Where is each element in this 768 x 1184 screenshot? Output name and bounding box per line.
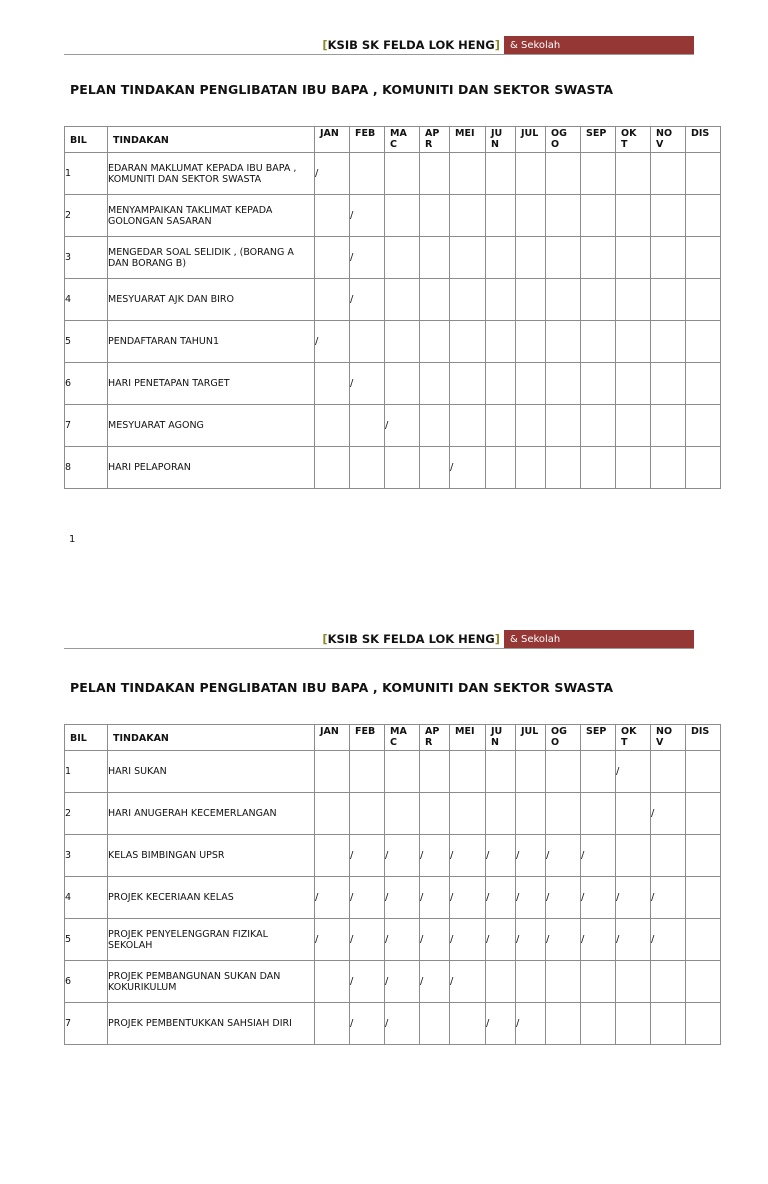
month-mark-cell [450,195,486,237]
table-row [65,961,721,1003]
month-mark-cell [581,447,616,489]
month-mark-cell [385,237,420,279]
month-mark-cell [486,447,516,489]
action-description: HARI ANUGERAH KECEMERLANGAN [108,793,315,835]
header-school-name: [KSIB SK FELDA LOK HENG] [322,632,500,646]
action-description: MESYUARAT AJK DAN BIRO [108,279,315,321]
month-mark-cell [450,153,486,195]
month-mark-cell: / [581,877,616,919]
month-mark-cell [450,321,486,363]
month-mark-cell [385,279,420,321]
month-mark-cell [616,321,651,363]
row-number: 4 [65,279,108,321]
column-header-month: JUL [516,725,546,751]
month-mark-cell [651,751,686,793]
month-mark-cell: / [516,835,546,877]
month-mark-cell [581,961,616,1003]
month-mark-cell [616,447,651,489]
column-header-month: JU N [486,725,516,751]
month-mark-cell: / [450,877,486,919]
month-mark-cell: / [350,279,385,321]
month-mark-cell: / [616,751,651,793]
action-description: HARI PENETAPAN TARGET [108,363,315,405]
column-header-month: MEI [450,725,486,751]
month-mark-cell [350,405,385,447]
column-header-month: MA C [385,725,420,751]
table-row [65,237,721,279]
month-mark-cell: / [651,919,686,961]
month-mark-cell: / [486,1003,516,1045]
month-mark-cell [686,447,721,489]
table-row [65,447,721,489]
month-mark-cell [486,237,516,279]
month-mark-cell [516,405,546,447]
month-mark-cell: / [385,405,420,447]
header-tag: & Sekolah [504,630,694,649]
month-mark-cell [350,447,385,489]
month-mark-cell: / [350,195,385,237]
column-header-month: JUL [516,127,546,153]
month-mark-cell [486,279,516,321]
month-mark-cell [350,321,385,363]
month-mark-cell: / [315,919,350,961]
month-mark-cell [315,237,350,279]
month-mark-cell [350,793,385,835]
month-mark-cell [420,447,450,489]
month-mark-cell [385,321,420,363]
month-mark-cell [581,751,616,793]
month-mark-cell [420,279,450,321]
month-mark-cell [486,195,516,237]
month-mark-cell [315,751,350,793]
month-mark-cell: / [486,835,516,877]
month-mark-cell [315,447,350,489]
month-mark-cell: / [385,961,420,1003]
month-mark-cell: / [420,919,450,961]
month-mark-cell [315,195,350,237]
month-mark-cell: / [350,877,385,919]
month-mark-cell [686,793,721,835]
month-mark-cell: / [581,919,616,961]
month-mark-cell [350,153,385,195]
table-row [65,793,721,835]
row-number: 8 [65,447,108,489]
month-mark-cell [651,279,686,321]
month-mark-cell: / [516,919,546,961]
action-description: KELAS BIMBINGAN UPSR [108,835,315,877]
column-header-month: NO V [651,127,686,153]
month-mark-cell: / [651,793,686,835]
month-mark-cell: / [420,961,450,1003]
column-header-month: FEB [350,725,385,751]
month-mark-cell: / [385,1003,420,1045]
month-mark-cell [686,279,721,321]
action-description: HARI PELAPORAN [108,447,315,489]
month-mark-cell [581,237,616,279]
month-mark-cell [486,793,516,835]
month-mark-cell [686,919,721,961]
month-mark-cell [450,405,486,447]
month-mark-cell [686,405,721,447]
month-mark-cell [516,195,546,237]
month-mark-cell: / [516,1003,546,1045]
month-mark-cell [315,279,350,321]
month-mark-cell [385,751,420,793]
month-mark-cell [516,237,546,279]
action-description: PROJEK KECERIAAN KELAS [108,877,315,919]
row-number: 1 [65,751,108,793]
month-mark-cell: / [516,877,546,919]
month-mark-cell [420,793,450,835]
row-number: 3 [65,835,108,877]
month-mark-cell [385,793,420,835]
table-row [65,835,721,877]
month-mark-cell: / [450,961,486,1003]
month-mark-cell [486,405,516,447]
action-description: PROJEK PEMBANGUNAN SUKAN DAN KOKURIKULUM [108,961,315,1003]
month-mark-cell [616,237,651,279]
column-header-month: DIS [686,127,721,153]
row-number: 7 [65,1003,108,1045]
row-number: 7 [65,405,108,447]
month-mark-cell [315,405,350,447]
month-mark-cell [516,961,546,1003]
month-mark-cell [420,405,450,447]
table-row [65,405,721,447]
month-mark-cell [616,835,651,877]
table-header-row [65,725,721,751]
month-mark-cell [486,751,516,793]
month-mark-cell: / [350,961,385,1003]
row-number: 6 [65,363,108,405]
row-number: 2 [65,793,108,835]
month-mark-cell [420,321,450,363]
month-mark-cell [581,153,616,195]
header-divider [64,54,694,55]
month-mark-cell [315,793,350,835]
column-header-tindakan: TINDAKAN [108,127,315,153]
action-description: MENYAMPAIKAN TAKLIMAT KEPADA GOLONGAN SASARAN [108,195,315,237]
column-header-month: OK T [616,725,651,751]
month-mark-cell: / [315,877,350,919]
month-mark-cell [450,793,486,835]
month-mark-cell [516,321,546,363]
document-page-2 [0,594,768,1184]
month-mark-cell [450,751,486,793]
month-mark-cell [686,877,721,919]
month-mark-cell: / [420,835,450,877]
table-header-row [65,127,721,153]
month-mark-cell [516,447,546,489]
month-mark-cell [420,195,450,237]
month-mark-cell [686,363,721,405]
month-mark-cell [420,751,450,793]
month-mark-cell [581,321,616,363]
month-mark-cell: / [315,321,350,363]
row-number: 6 [65,961,108,1003]
column-header-bil: BIL [65,127,108,153]
month-mark-cell [651,405,686,447]
month-mark-cell [385,447,420,489]
month-mark-cell [516,279,546,321]
month-mark-cell [516,793,546,835]
month-mark-cell [546,363,581,405]
month-mark-cell: / [486,919,516,961]
month-mark-cell [651,153,686,195]
month-mark-cell [450,363,486,405]
month-mark-cell [686,195,721,237]
table-row [65,153,721,195]
month-mark-cell [546,237,581,279]
month-mark-cell [420,153,450,195]
month-mark-cell [420,363,450,405]
table-row [65,321,721,363]
month-mark-cell [651,961,686,1003]
action-description: PENDAFTARAN TAHUN1 [108,321,315,363]
month-mark-cell [651,447,686,489]
month-mark-cell [315,835,350,877]
page-header [64,594,694,650]
month-mark-cell [516,363,546,405]
month-mark-cell [651,195,686,237]
column-header-month: JAN [315,127,350,153]
month-mark-cell: / [350,919,385,961]
month-mark-cell: / [315,153,350,195]
header-tag: & Sekolah [504,36,694,55]
table-row [65,877,721,919]
month-mark-cell [516,751,546,793]
month-mark-cell: / [385,835,420,877]
month-mark-cell: / [651,877,686,919]
column-header-month: AP R [420,127,450,153]
month-mark-cell: / [350,237,385,279]
table-row [65,751,721,793]
month-mark-cell [315,363,350,405]
month-mark-cell: / [581,835,616,877]
month-mark-cell [546,195,581,237]
month-mark-cell: / [350,1003,385,1045]
document-title: PELAN TINDAKAN PENGLIBATAN IBU BAPA , KOMUNITI DAN SEKTOR SWASTA [70,82,614,97]
action-description: HARI SUKAN [108,751,315,793]
month-mark-cell [651,363,686,405]
month-mark-cell [546,279,581,321]
month-mark-cell [616,405,651,447]
page-header [64,0,694,56]
column-header-month: OG O [546,127,581,153]
action-description: MESYUARAT AGONG [108,405,315,447]
row-number: 2 [65,195,108,237]
document-page-1 [0,0,768,590]
column-header-month: OK T [616,127,651,153]
action-description: PROJEK PEMBENTUKKAN SAHSIAH DIRI [108,1003,315,1045]
action-description: MENGEDAR SOAL SELIDIK , (BORANG A DAN BORANG B) [108,237,315,279]
column-header-month: FEB [350,127,385,153]
month-mark-cell [616,793,651,835]
month-mark-cell [546,153,581,195]
row-number: 3 [65,237,108,279]
month-mark-cell: / [450,835,486,877]
month-mark-cell: / [385,919,420,961]
month-mark-cell: / [616,877,651,919]
month-mark-cell: / [616,919,651,961]
table-row [65,363,721,405]
header-divider [64,648,694,649]
month-mark-cell [581,279,616,321]
action-description: PROJEK PENYELENGGRAN FIZIKAL SEKOLAH [108,919,315,961]
month-mark-cell [385,153,420,195]
month-mark-cell [546,405,581,447]
month-mark-cell [546,751,581,793]
month-mark-cell [581,363,616,405]
month-mark-cell [616,363,651,405]
table-row [65,195,721,237]
table-row [65,279,721,321]
month-mark-cell [516,153,546,195]
month-mark-cell [486,961,516,1003]
column-header-month: SEP [581,725,616,751]
column-header-month: DIS [686,725,721,751]
month-mark-cell [686,237,721,279]
month-mark-cell [616,961,651,1003]
table-row [65,919,721,961]
month-mark-cell [546,447,581,489]
row-number: 5 [65,919,108,961]
column-header-month: OG O [546,725,581,751]
column-header-tindakan: TINDAKAN [108,725,315,751]
month-mark-cell [651,321,686,363]
month-mark-cell [450,279,486,321]
row-number: 4 [65,877,108,919]
row-number: 5 [65,321,108,363]
month-mark-cell [385,363,420,405]
month-mark-cell: / [486,877,516,919]
month-mark-cell [686,751,721,793]
action-description: EDARAN MAKLUMAT KEPADA IBU BAPA , KOMUNITI DAN SEKTOR SWASTA [108,153,315,195]
month-mark-cell: / [450,447,486,489]
month-mark-cell [686,961,721,1003]
month-mark-cell [686,153,721,195]
month-mark-cell [315,961,350,1003]
column-header-month: NO V [651,725,686,751]
month-mark-cell [486,153,516,195]
month-mark-cell [420,237,450,279]
month-mark-cell: / [546,919,581,961]
month-mark-cell [616,279,651,321]
month-mark-cell [546,793,581,835]
column-header-month: JU N [486,127,516,153]
month-mark-cell [616,153,651,195]
month-mark-cell: / [450,919,486,961]
column-header-month: MEI [450,127,486,153]
action-plan-table [64,724,721,1045]
month-mark-cell [350,751,385,793]
month-mark-cell [581,195,616,237]
month-mark-cell [581,793,616,835]
month-mark-cell: / [385,877,420,919]
month-mark-cell [486,321,516,363]
month-mark-cell: / [350,835,385,877]
header-school-name: [KSIB SK FELDA LOK HENG] [322,38,500,52]
month-mark-cell [546,321,581,363]
month-mark-cell [616,195,651,237]
month-mark-cell [450,237,486,279]
month-mark-cell [651,835,686,877]
row-number: 1 [65,153,108,195]
month-mark-cell [546,961,581,1003]
month-mark-cell [686,835,721,877]
column-header-month: SEP [581,127,616,153]
month-mark-cell: / [546,877,581,919]
month-mark-cell [651,237,686,279]
month-mark-cell: / [546,835,581,877]
month-mark-cell: / [420,877,450,919]
column-header-month: JAN [315,725,350,751]
month-mark-cell [581,405,616,447]
page-number: 1 [69,534,76,545]
column-header-month: MA C [385,127,420,153]
month-mark-cell [385,195,420,237]
column-header-month: AP R [420,725,450,751]
document-title: PELAN TINDAKAN PENGLIBATAN IBU BAPA , KOMUNITI DAN SEKTOR SWASTA [70,680,614,695]
column-header-bil: BIL [65,725,108,751]
month-mark-cell [686,321,721,363]
month-mark-cell: / [350,363,385,405]
action-plan-table [64,126,721,489]
month-mark-cell [486,363,516,405]
